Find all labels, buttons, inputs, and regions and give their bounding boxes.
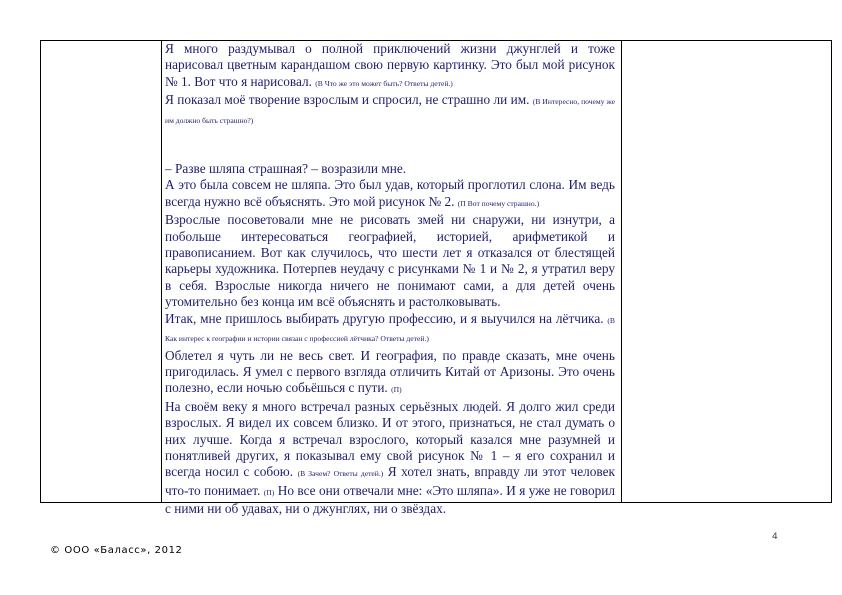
teacher-note: (П) bbox=[263, 487, 275, 497]
teacher-note: (П Вот почему страшно.) bbox=[457, 198, 540, 208]
teacher-note: (В Зачем? Ответы детей.) bbox=[297, 469, 384, 479]
paragraph-text-continued: Я хотел знать, вправду ли этот человек что-то понимает. bbox=[165, 464, 615, 498]
blank-space bbox=[165, 129, 615, 161]
paragraph-text: Итак, мне пришлось выбирать другую профессию, и я выучился на лётчика. bbox=[165, 310, 604, 326]
paragraph-7 bbox=[165, 348, 615, 399]
column-divider-right bbox=[621, 41, 622, 502]
story-text-column bbox=[165, 41, 616, 517]
column-divider-left bbox=[161, 41, 162, 502]
paragraph-text: Я показал моё творение взрослым и спросил, не страшно ли им. bbox=[165, 92, 530, 108]
paragraph-text-continued: Но все они отвечали мне: «Это шляпа». И я уже не говорил с ними ни об удавах, ни о джунглях, ни о звёздах. bbox=[165, 482, 616, 517]
paragraph-1 bbox=[165, 41, 615, 92]
teacher-note: (В Как интерес к географии и истории связан с профессией лётчика? Ответы детей.) bbox=[165, 315, 615, 344]
paragraph-text: Облетел я чуть ли не весь свет. И география, по правде сказать, мне очень пригодилась. Я умел с первого взгляда отличить Китай от Аризоны. Это очень полезно, если ночью собьёшься с пути. bbox=[165, 347, 615, 396]
lesson-table bbox=[40, 40, 832, 517]
paragraph-2 bbox=[165, 92, 615, 129]
paragraph-6 bbox=[165, 311, 615, 348]
paragraph-text: На своём веку я много встречал разных серьёзных людей. Я долго жил среди взрослых. Я видел их совсем близко. И от этого, признаться, не стал думать о них лучше. Когда я встречал взрослого, который казался мне разумней и понятливей других, я показывал ему свой рисунок № 1 – я его сохранил и всегда носил с собою. bbox=[165, 398, 615, 480]
paragraph-text: Я много раздумывал о полной приключений жизни джунглей и тоже нарисовал цветным карандашом свою первую картинку. Это был мой рисунок № 1. Вот что я нарисовал. bbox=[165, 41, 615, 89]
page-number: 4 bbox=[772, 532, 778, 542]
copyright-footer: © ООО «Баласс», 2012 bbox=[50, 545, 183, 556]
teacher-note: (В Интересно, почему же им должно быть страшно?) bbox=[165, 97, 615, 125]
teacher-note: (В Что же это может быть? Ответы детей.) bbox=[315, 78, 453, 88]
paragraph-text: Взрослые посоветовали мне не рисовать змей ни снаружи, ни изнутри, а побольше интересоваться географией, историей, арифметикой и правописанием. Вот как случилось, что шести лет я отказался от блестящей карьеры художника. Потерпев неудачу с рисунками № 1 и № 2, я утратил веру в себя. Взрослые никогда ничего не понимают сами, а для детей очень утомительно без конца им всё объяснять и растолковывать. bbox=[165, 212, 615, 310]
paragraph-8 bbox=[165, 399, 615, 518]
paragraph-text: – Разве шляпа страшная? – возразили мне. bbox=[165, 161, 407, 177]
paragraph-4 bbox=[165, 177, 615, 212]
paragraph-text: А это была совсем не шляпа. Это был удав, который проглотил слона. Им ведь всегда нужно всё объяснять. Это мой рисунок № 2. bbox=[165, 177, 615, 209]
paragraph-3 bbox=[165, 161, 615, 177]
teacher-note: (П) bbox=[391, 385, 402, 395]
paragraph-5 bbox=[165, 212, 615, 310]
